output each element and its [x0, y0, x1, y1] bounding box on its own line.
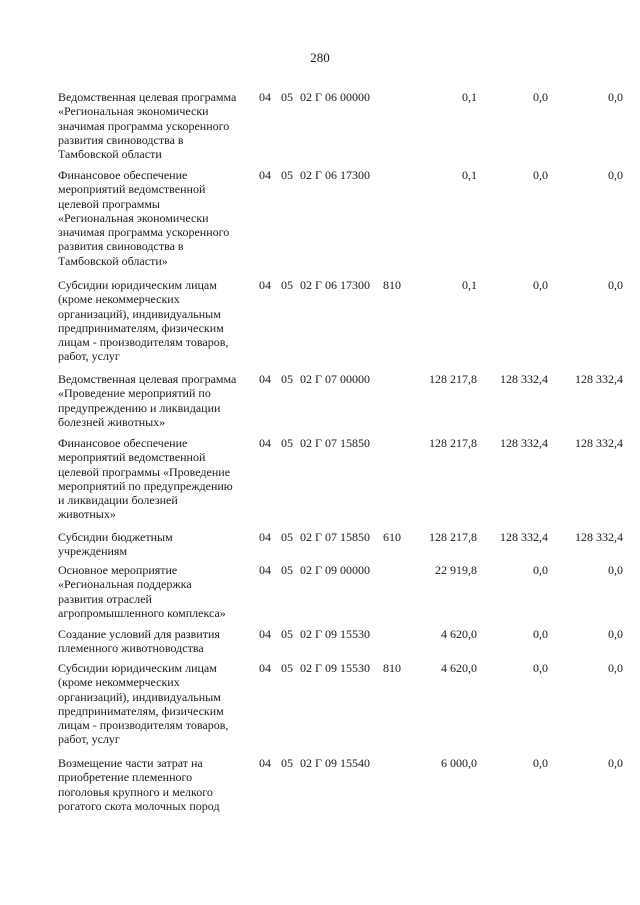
row-name: Ведомственная целевая программа «Проведение мероприятий по предупреждению и ликвидации болезней животных»	[58, 372, 237, 429]
amount-year-1: 0,1	[462, 168, 477, 182]
target-code: 02 Г 07 15850	[300, 436, 370, 450]
amount-year-1: 128 217,8	[429, 436, 477, 450]
subsection-code: 05	[281, 168, 293, 182]
row-name: Финансовое обеспечение мероприятий ведомственной целевой программы «Проведение мероприятий по предупреждению и ликвидации болезней животных»	[58, 436, 233, 522]
section-code: 04	[259, 436, 271, 450]
target-code: 02 Г 07 00000	[300, 372, 370, 386]
subsection-code: 05	[281, 627, 293, 641]
section-code: 04	[259, 563, 271, 577]
subsection-code: 05	[281, 436, 293, 450]
amount-year-1: 6 000,0	[441, 756, 477, 770]
amount-year-1: 0,1	[462, 90, 477, 104]
section-code: 04	[259, 278, 271, 292]
target-code: 02 Г 06 00000	[300, 90, 370, 104]
section-code: 04	[259, 168, 271, 182]
subsection-code: 05	[281, 90, 293, 104]
subsection-code: 05	[281, 661, 293, 675]
amount-year-3: 0,0	[608, 756, 623, 770]
row-name: Основное мероприятие «Региональная поддержка развития отраслей агропромышленного комплекса»	[58, 563, 226, 620]
amount-year-2: 0,0	[533, 756, 548, 770]
amount-year-1: 128 217,8	[429, 372, 477, 386]
subsection-code: 05	[281, 372, 293, 386]
row-name: Субсидии юридическим лицам (кроме некоммерческих организаций), индивидуальным предпринимателям, физическим лицам - производителям товаров, работ, услуг	[58, 278, 229, 364]
amount-year-3: 128 332,4	[575, 372, 623, 386]
section-code: 04	[259, 627, 271, 641]
target-code: 02 Г 07 15850	[300, 530, 370, 544]
amount-year-1: 4 620,0	[441, 661, 477, 675]
amount-year-2: 128 332,4	[500, 436, 548, 450]
expense-kind-code: 610	[383, 530, 401, 544]
target-code: 02 Г 09 15530	[300, 627, 370, 641]
section-code: 04	[259, 372, 271, 386]
target-code: 02 Г 09 15540	[300, 756, 370, 770]
amount-year-3: 0,0	[608, 563, 623, 577]
amount-year-3: 0,0	[608, 661, 623, 675]
expense-kind-code: 810	[383, 661, 401, 675]
amount-year-3: 128 332,4	[575, 530, 623, 544]
row-name: Субсидии юридическим лицам (кроме некоммерческих организаций), индивидуальным предпринимателям, физическим лицам - производителям товаров, работ, услуг	[58, 661, 229, 747]
amount-year-3: 0,0	[608, 90, 623, 104]
section-code: 04	[259, 661, 271, 675]
section-code: 04	[259, 530, 271, 544]
amount-year-2: 0,0	[533, 90, 548, 104]
target-code: 02 Г 06 17300	[300, 278, 370, 292]
subsection-code: 05	[281, 563, 293, 577]
row-name: Ведомственная целевая программа «Региональная экономически значимая программа ускоренного развития свиноводства в Тамбовской области	[58, 90, 237, 162]
target-code: 02 Г 06 17300	[300, 168, 370, 182]
page-number: 280	[310, 50, 330, 65]
amount-year-2: 128 332,4	[500, 530, 548, 544]
amount-year-3: 0,0	[608, 278, 623, 292]
row-name: Субсидии бюджетным учреждениям	[58, 530, 173, 559]
amount-year-1: 22 919,8	[435, 563, 477, 577]
subsection-code: 05	[281, 530, 293, 544]
section-code: 04	[259, 90, 271, 104]
amount-year-2: 128 332,4	[500, 372, 548, 386]
subsection-code: 05	[281, 756, 293, 770]
target-code: 02 Г 09 00000	[300, 563, 370, 577]
amount-year-1: 128 217,8	[429, 530, 477, 544]
target-code: 02 Г 09 15530	[300, 661, 370, 675]
row-name: Создание условий для развития племенного животноводства	[58, 627, 220, 656]
subsection-code: 05	[281, 278, 293, 292]
expense-kind-code: 810	[383, 278, 401, 292]
amount-year-3: 0,0	[608, 168, 623, 182]
amount-year-3: 0,0	[608, 627, 623, 641]
row-name: Финансовое обеспечение мероприятий ведомственной целевой программы «Региональная экономически значимая программа ускоренного развития свиноводства в Тамбовской области»	[58, 168, 230, 268]
amount-year-2: 0,0	[533, 627, 548, 641]
amount-year-1: 4 620,0	[441, 627, 477, 641]
amount-year-2: 0,0	[533, 563, 548, 577]
amount-year-2: 0,0	[533, 278, 548, 292]
section-code: 04	[259, 756, 271, 770]
amount-year-1: 0,1	[462, 278, 477, 292]
amount-year-3: 128 332,4	[575, 436, 623, 450]
row-name: Возмещение части затрат на приобретение племенного поголовья крупного и мелкого рогатого скота молочных пород	[58, 756, 220, 813]
amount-year-2: 0,0	[533, 168, 548, 182]
amount-year-2: 0,0	[533, 661, 548, 675]
